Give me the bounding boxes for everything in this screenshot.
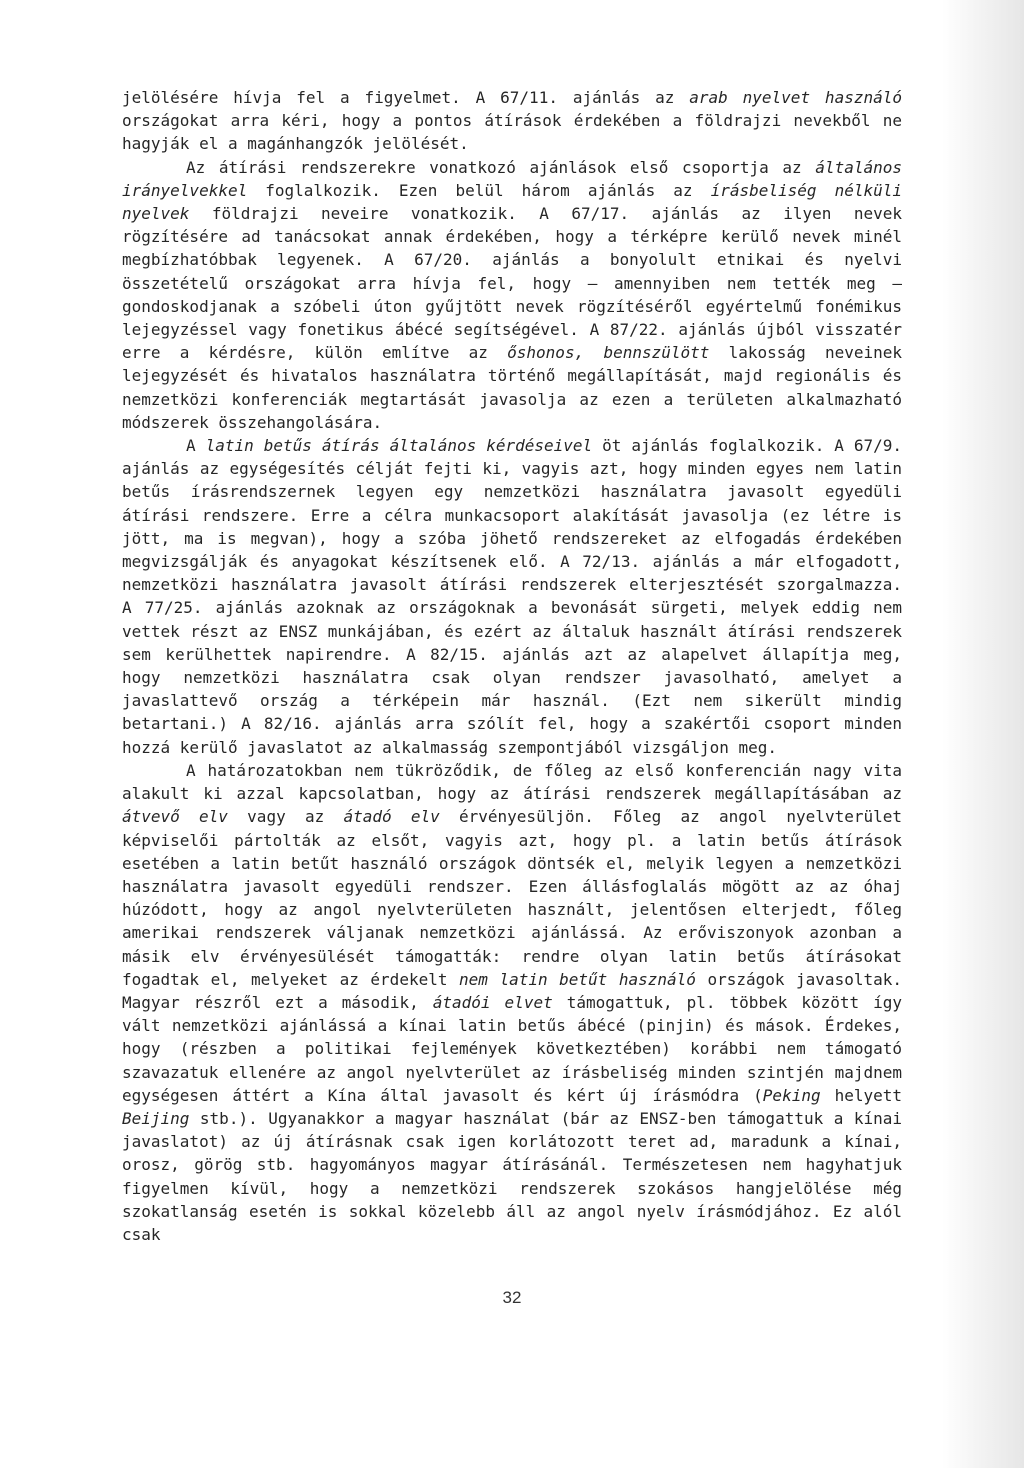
italic-text-run: Peking — [762, 1085, 821, 1105]
text-run: lakosság neveinek lejegyzését és hivatalos használatra történő megállapítását, majd regionális és nemzetközi konferenciák megtartását javasolja az ezen a területen alkalmazható módszerek összehangolására. — [122, 343, 903, 432]
italic-text-run: arab nyelvet használó — [689, 88, 902, 107]
italic-text-run: általános irányelvekkel — [122, 157, 902, 200]
text-run: Az átírási rendszerekre vonatkozó ajánlások első csoportja az — [186, 157, 816, 177]
paragraph-3 — [122, 434, 902, 759]
text-run: öt ajánlás foglalkozik. A 67/9. ajánlás az egységesítés célját fejti ki, vagyis azt, hogy minden egyes nem latin betűs írásrendszernek legyen egy nemzetközi használatra javasolt egyedüli átírási rendszere. Erre a célra munkacsoport alakítását javasolja (ez létre is jött, ma is megvan), hogy a szóba jöhető rendszereket az elfogadás érdekében megvizsgálják és anyagokat készítsenek elő. A 72/13. ajánlás a már elfogadott, nemzetközi használatra javasolt átírási rendszerek elterjesztését szorgalmazza. A 77/25. ajánlás azoknak az országoknak a bevonását sürgeti, melyek eddig nem vettek részt az ENSZ munkájában, és ezért az általuk használt átírási rendszerek sem kerülhettek napirendre. A 82/15. ajánlás azt az alapelvet állapítja meg, hogy nemzetközi használatra csak olyan rendszer javasolható, amelyet a javaslattevő ország a térképein már használ. (Ezt nem sikerült mindig betartani.) A 82/16. ajánlás arra szólít fel, hogy a szakértői csoport minden hozzá kerülő javaslatot az alkalmasság szempontjából vizsgáljon meg. — [122, 436, 903, 757]
text-run: országok javasoltak. Magyar részről ezt a második, — [122, 969, 902, 1012]
text-run: országokat arra kéri, hogy a pontos átírások érdekében a földrajzi nevekből ne hagyják el a magánhangzók jelölését. — [122, 111, 902, 154]
text-run: vagy az — [227, 807, 344, 827]
text-run: A határozatokban nem tükröződik, de főleg az első konferencián nagy vita alakult ki azzal kapcsolatban, hogy az átírási rendszerek megállapításában az — [122, 760, 902, 804]
italic-text-run: írásbeliség nélküli nyelvek — [122, 180, 902, 224]
text-run: támogattuk, pl. többek között így vált nemzetközi ajánlássá a kínai latin betűs ábécé (pinjin) és mások. Érdekes, hogy (részben a politikai fejlemények következtében) korábbi nem támogató szavazatuk ellenére az angol nyelvterület az írásbeliség minden szintjén majdnem egységesen áttért a Kína által javasolt és kért új írásmódra ( — [122, 992, 903, 1105]
text-run: földrajzi neveire vonatkozik. A 67/17. ajánlás az ilyen nevek rögzítésére ad tanácsokat annak érdekében, hogy a térképre kerülő nevek minél megbízhatóbbak legyenek. A 67/20. ajánlás a bonyolult etnikai és nyelvi összetételű országokat arra hívja fel, hogy – amennyiben nem tették meg – gondoskodjanak a szóbeli úton gyűjtött nevek rögzítéséről egyértelmű fonémikus lejegyzéssel vagy fonetikus ábécé segítségével. A 87/22. ajánlás újból visszatér erre a kérdésre, külön említve az — [122, 204, 902, 363]
body-text — [122, 86, 902, 1246]
paragraph-1 — [122, 86, 902, 156]
text-run: érvényesüljön. Főleg az angol nyelvterület képviselői pártolták az elsőt, vagyis azt, hogy pl. a latin betűs átírások esetében a latin betűt használó országok döntsék el, melyik legyen a nemzetközi használatra javasolt egyedüli rendszer. Ezen állásfoglalás mögött az az óhaj húzódott, hogy az angol nyelvterületen használt, jelentősen elterjedt, főleg amerikai rendszerek váljanak nemzetközi ajánlássá. Az erőviszonyok azonban a másik elv érvényesülését támogatták: rendre olyan latin betűs átírásokat fogadtak el, melyeket az érdekelt — [122, 807, 903, 989]
italic-text-run: nem latin betűt használó — [459, 969, 696, 989]
text-run: A — [186, 436, 206, 456]
paragraph-2 — [122, 156, 902, 434]
italic-text-run: átvevő elv — [122, 807, 228, 827]
italic-text-run: átadó elv — [343, 807, 440, 827]
italic-text-run: latin betűs átírás általános kérdéseivel — [205, 436, 593, 456]
text-run: helyett — [820, 1085, 903, 1105]
page-number: 32 — [502, 1288, 522, 1307]
italic-text-run: őshonos, bennszülött — [507, 343, 710, 363]
italic-text-run: átadói elvet — [432, 992, 553, 1012]
text-run: jelölésére hívja fel a figyelmet. A 67/11. ajánlás az — [122, 88, 690, 107]
paragraph-4 — [122, 759, 902, 1246]
italic-text-run: Beijing — [122, 1108, 190, 1128]
text-run: foglalkozik. Ezen belül három ajánlás az — [247, 180, 711, 200]
text-run: stb.). Ugyanakkor a magyar használat (bár az ENSZ-ben támogattuk a kínai javaslatot) az új átírásnak csak igen korlátozott teret ad, maradunk a kínai, orosz, görög stb. hagyományos magyar átírásánál. Természetesen nem hagyhatjuk figyelmen kívül, hogy a nemzetközi rendszerek szokásos hangjelölése még szokatlanság esetén is sokkal közelebb áll az angol nyelv írásmódjához. Ez alól csak — [122, 1108, 902, 1244]
